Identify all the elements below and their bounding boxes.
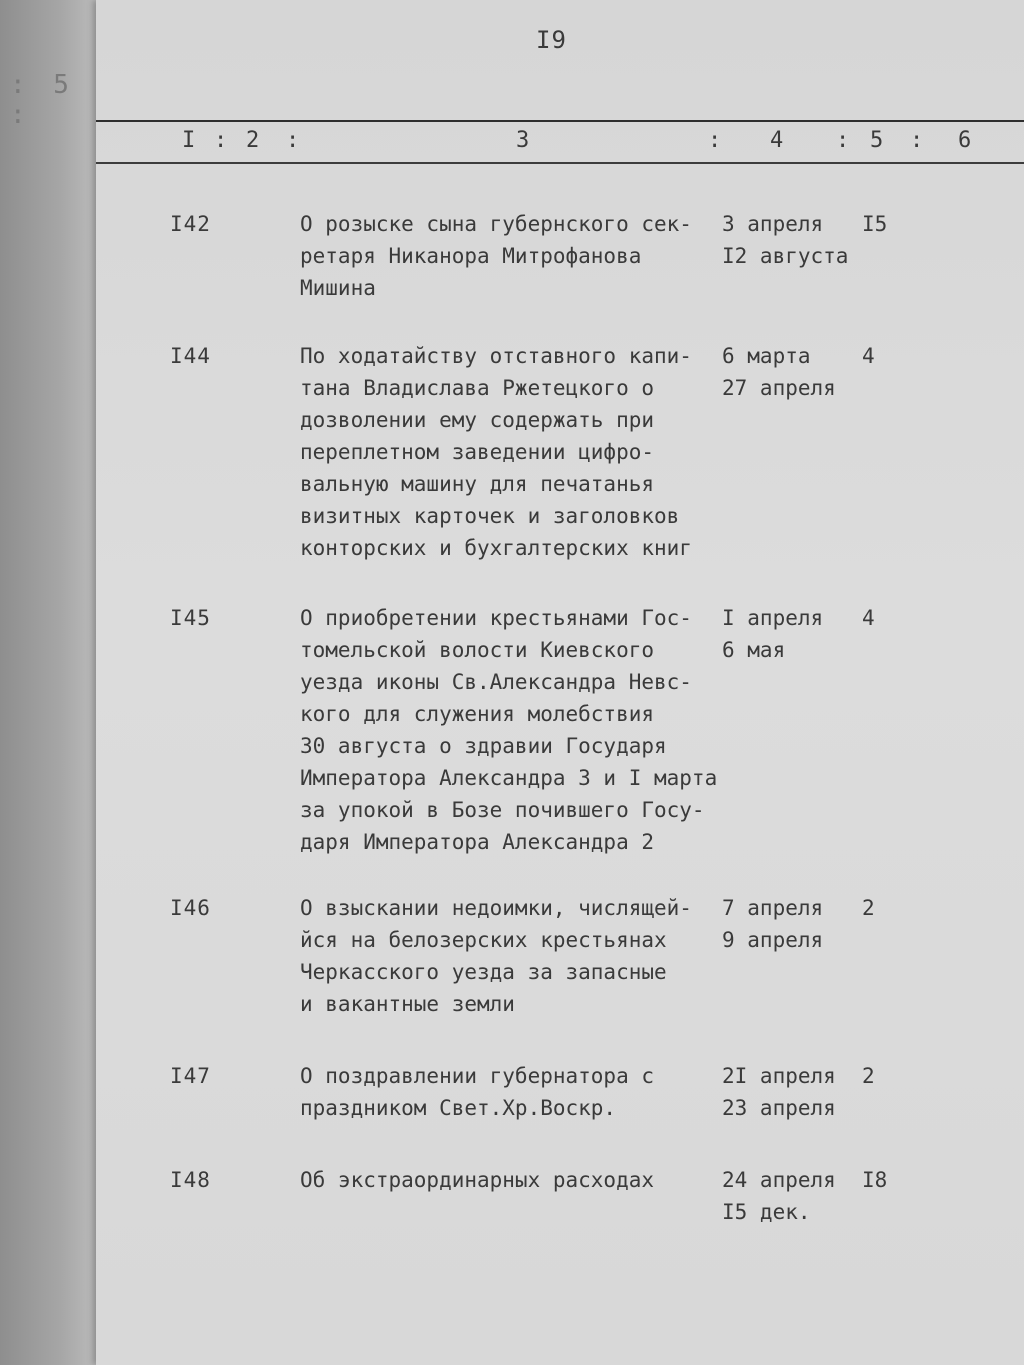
column-header-4: 4 <box>770 128 784 153</box>
entry-dates <box>722 892 862 956</box>
entry-title-line: переплетном заведении цифро- <box>300 440 655 464</box>
column-separator: : <box>836 128 850 153</box>
entry-sheet-count: 2 <box>862 1064 875 1088</box>
entry-number: I44 <box>170 344 211 368</box>
header-rule-bottom <box>96 162 1024 164</box>
entry-title-line: О поздравлении губернатора с <box>300 1064 655 1088</box>
entry-end-date: 9 апреля <box>722 928 824 952</box>
entry-title-line: вальную машину для печатанья <box>300 472 655 496</box>
entry-title-line: визитных карточек и заголовков <box>300 504 680 528</box>
entry-number: I42 <box>170 212 211 236</box>
column-separator: : <box>286 128 300 153</box>
column-header-6: 6 <box>958 128 972 153</box>
entry-dates <box>722 340 862 404</box>
entry-sheet-count: I5 <box>862 212 888 236</box>
entry-dates <box>722 1060 862 1124</box>
entry-start-date: 24 апреля <box>722 1168 836 1192</box>
entry-number: I45 <box>170 606 211 630</box>
entry-number: I48 <box>170 1168 211 1192</box>
entry-number: I46 <box>170 896 211 920</box>
entry-end-date: I5 дек. <box>722 1200 811 1224</box>
entry-title-line: уезда иконы Св.Александра Невс- <box>300 670 692 694</box>
entry-title-line: О приобретении крестьянами Гос- <box>300 606 692 630</box>
page-number: I9 <box>536 26 567 54</box>
entry-title-line: за упокой в Бозе почившего Госу- <box>300 798 705 822</box>
entry-title-line: 30 августа о здравии Государя <box>300 734 667 758</box>
entry-dates <box>722 208 862 272</box>
entry-title <box>300 892 720 1020</box>
column-header-1: I <box>182 128 196 153</box>
entry-title-line: ретаря Никанора Митрофанова <box>300 244 642 268</box>
entry-sheet-count: I8 <box>862 1168 888 1192</box>
entry-title <box>300 340 720 564</box>
entry-end-date: 23 апреля <box>722 1096 836 1120</box>
column-separator: : <box>910 128 924 153</box>
column-header-3: 3 <box>516 128 530 153</box>
header-rule-top <box>96 120 1024 122</box>
entry-dates <box>722 602 862 666</box>
entry-title-line: и вакантные земли <box>300 992 515 1016</box>
entry-title-line: Мишина <box>300 276 376 300</box>
entry-title <box>300 1060 720 1124</box>
entry-start-date: I апреля <box>722 606 824 630</box>
entry-title-line: Об экстраординарных расходах <box>300 1168 655 1192</box>
entry-title-line: конторских и бухгалтерских книг <box>300 536 692 560</box>
entry-end-date: I2 августа <box>722 244 849 268</box>
entry-title-line: праздником Свет.Хр.Воскр. <box>300 1096 617 1120</box>
previous-page-header-fragment: : 5 : <box>10 70 75 130</box>
entry-start-date: 6 марта <box>722 344 811 368</box>
entry-title-line: О взыскании недоимки, числящей- <box>300 896 692 920</box>
column-separator: : <box>708 128 722 153</box>
entry-title-line: даря Императора Александра 2 <box>300 830 655 854</box>
entry-title-line: По ходатайству отставного капи- <box>300 344 692 368</box>
entry-start-date: 7 апреля <box>722 896 824 920</box>
column-header-5: 5 <box>870 128 884 153</box>
entry-title-line: тана Владислава Ржетецкого о <box>300 376 655 400</box>
column-separator: : <box>214 128 228 153</box>
entry-title-line: Императора Александра 3 и I марта <box>300 766 718 790</box>
column-header-2: 2 <box>246 128 260 153</box>
entry-number: I47 <box>170 1064 211 1088</box>
entry-title-line: О розыске сына губернского сек- <box>300 212 692 236</box>
column-header-row <box>96 128 1024 158</box>
entry-title-line: кого для служения молебствия <box>300 702 655 726</box>
entry-sheet-count: 4 <box>862 606 875 630</box>
entry-title-line: Черкасского уезда за запасные <box>300 960 667 984</box>
entry-title <box>300 208 720 304</box>
entry-sheet-count: 4 <box>862 344 875 368</box>
document-page <box>96 0 1024 1365</box>
entry-end-date: 27 апреля <box>722 376 836 400</box>
entry-sheet-count: 2 <box>862 896 875 920</box>
entry-title-line: йся на белозерских крестьянах <box>300 928 667 952</box>
entry-title-line: томельской волости Киевского <box>300 638 655 662</box>
entry-end-date: 6 мая <box>722 638 786 662</box>
entry-dates <box>722 1164 862 1228</box>
entry-start-date: 2I апреля <box>722 1064 836 1088</box>
entry-start-date: 3 апреля <box>722 212 824 236</box>
entry-title-line: дозволении ему содержать при <box>300 408 655 432</box>
previous-page-edge <box>0 0 100 1365</box>
entry-title <box>300 1164 720 1196</box>
entry-title <box>300 602 720 858</box>
